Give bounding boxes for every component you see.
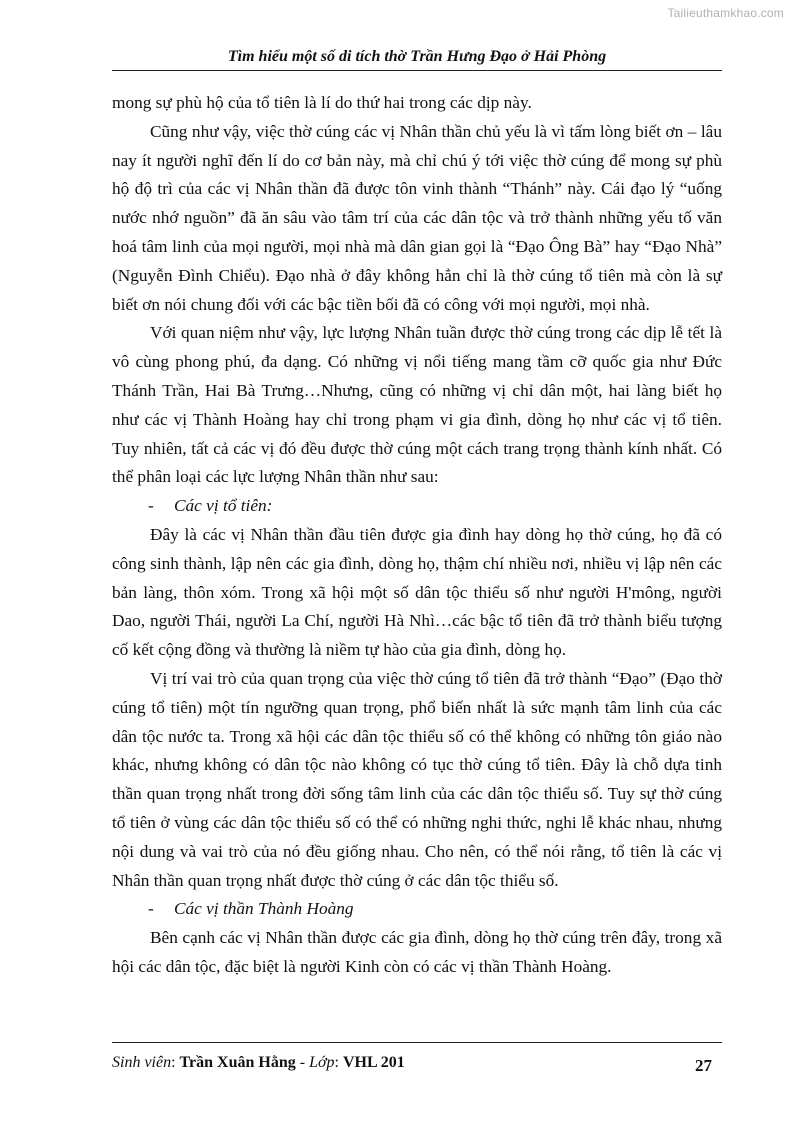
footer-divider bbox=[112, 1042, 722, 1043]
footer-colon: : bbox=[171, 1054, 180, 1071]
student-label: Sinh viên bbox=[112, 1054, 172, 1071]
paragraph-2: Cũng như vậy, việc thờ cúng các vị Nhân thần chủ yếu là vì tấm lòng biết ơn – lâu nay ít người nghĩ đến lí do cơ bản này, mà chỉ chú ý tới việc thờ cúng để mong sự phù hộ độ trì của các vị Nhân thần đã được tôn vinh thành “Thánh” này. Cái đạo lý “uống nước nhớ nguồn” đã ăn sâu vào tâm trí của các dân tộc và trở thành những yếu tố văn hoá tâm linh của mọi người, mọi nhà mà dân gian gọi là “Đạo Ông Bà” hay “Đạo Nhà” (Nguyễn Đình Chiểu). Đạo nhà ở đây không hẳn chỉ là thờ cúng tổ tiên mà còn là sự biết ơn nói chung đối với các bậc tiền bối đã có công với mọi người, mọi nhà. bbox=[112, 121, 722, 314]
watermark: Tailieuthamkhao.com bbox=[667, 6, 784, 20]
paragraph-4: Đây là các vị Nhân thần đầu tiên được gia đình hay dòng họ thờ cúng, họ đã có công sinh thành, lập nên các gia đình, dòng họ, thậm chí nhiều nơi, nhiều vị lập nên các bản làng, thôn xóm. Trong xã hội một số dân tộc thiểu số như người H'mông, người Dao, người Thái, người La Chí, người Hà Nhì…các bậc tổ tiên đã trở thành biểu tượng cố kết cộng đồng và thường là niềm tự hào của gia đình, dòng họ. bbox=[112, 524, 722, 660]
page-header-title: Tìm hiểu một số di tích thờ Trần Hưng Đạo ở Hải Phòng bbox=[227, 48, 607, 65]
footer-colon: : bbox=[334, 1054, 343, 1071]
footer-separator: - bbox=[295, 1054, 310, 1071]
page-footer bbox=[112, 1054, 722, 1075]
document-body bbox=[112, 89, 722, 982]
bullet-dash: - bbox=[148, 899, 154, 919]
paragraph-6: Bên cạnh các vị Nhân thần được các gia đình, dòng họ thờ cúng trên đây, trong xã hội các dân tộc, đặc biệt là người Kinh còn có các vị thần Thành Hoàng. bbox=[112, 928, 722, 976]
bullet-ancestors-label: Các vị tổ tiên: bbox=[174, 496, 273, 516]
class-name: VHL 201 bbox=[342, 1054, 405, 1071]
paragraph-1: mong sự phù hộ của tổ tiên là lí do thứ hai trong các dịp này. bbox=[112, 93, 532, 112]
paragraph-3: Với quan niệm như vậy, lực lượng Nhân tuần được thờ cúng trong các dịp lễ tết là vô cùng phong phú, đa dạng. Có những vị nổi tiếng mang tầm cỡ quốc gia như Đức Thánh Trần, Hai Bà Trưng…Nhưng, cũng có những vị chỉ dân một, hai làng biết họ như các vị Thành Hoàng hay chỉ trong phạm vi gia đình, dòng họ như các vị tổ tiên. Tuy nhiên, tất cả các vị đó đều được thờ cúng một cách trang trọng thành kính nhất. Có thể phân loại các lực lượng Nhân thần như sau: bbox=[112, 323, 722, 487]
bullet-dash: - bbox=[148, 496, 154, 516]
bullet-thanh-hoang-label: Các vị thần Thành Hoàng bbox=[174, 899, 354, 919]
page-number: 27 bbox=[695, 1056, 712, 1075]
student-name: Trần Xuân Hằng bbox=[179, 1054, 296, 1071]
class-label: Lớp bbox=[309, 1054, 335, 1071]
header-divider bbox=[112, 70, 722, 71]
bullet-thanh-hoang bbox=[112, 895, 722, 924]
bullet-ancestors bbox=[112, 492, 722, 521]
paragraph-5: Vị trí vai trò của quan trọng của việc thờ cúng tổ tiên đã trở thành “Đạo” (Đạo thờ cúng tổ tiên) một tín ngưỡng quan trọng, phổ biến nhất là sức mạnh tâm linh của các dân tộc nước ta. Trong xã hội các dân tộc thiểu số có thể không có những tôn giáo nào khác, nhưng không có dân tộc nào không có tục thờ cúng tổ tiên. Đây là chỗ dựa tinh thần quan trọng nhất trong đời sống tâm linh của các dân tộc thiểu số. Tuy sự thờ cúng tổ tiên ở vùng các dân tộc thiểu số có thể có những nghi thức, nghi lễ khác nhau, nhưng nội dung và vai trò của nó đều giống nhau. Cho nên, có thể nói rằng, tổ tiên là các vị Nhân thần quan trọng nhất được thờ cúng ở các dân tộc thiểu số. bbox=[112, 668, 722, 890]
